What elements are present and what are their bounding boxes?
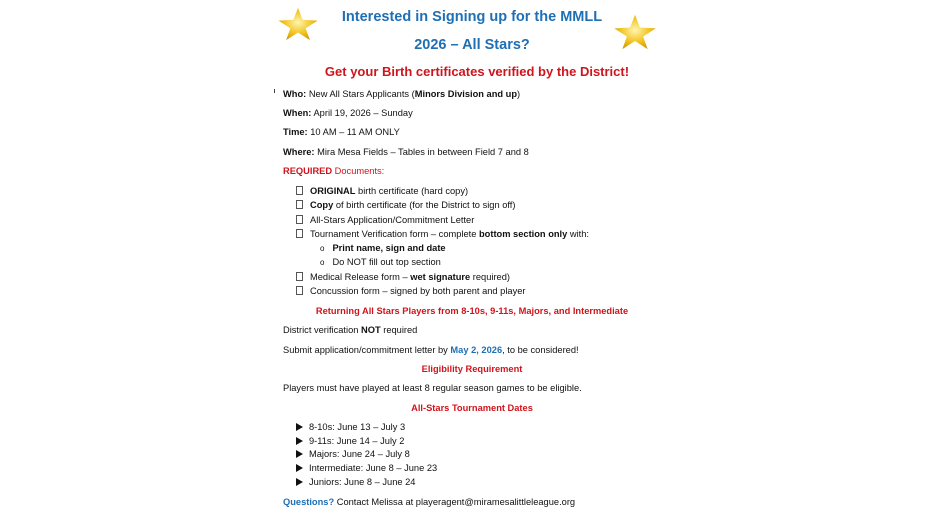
who-bold: Minors Division and up (414, 89, 518, 99)
sub-list-item (320, 257, 441, 267)
stray-mark (274, 89, 275, 93)
eligibility-heading: Eligibility Requirement (421, 364, 523, 374)
checkbox-icon (296, 200, 303, 209)
returning-line1 (283, 325, 417, 335)
item-text: birth certificate (hard copy) (355, 186, 469, 196)
page-title: Interested in Signing up for the MMLL (341, 9, 603, 25)
arrow-bullet-icon (296, 478, 303, 486)
checkbox-icon (296, 186, 303, 195)
required-heading (283, 166, 384, 176)
text-pre: District verification (283, 325, 362, 335)
where-label: Where: (283, 147, 315, 157)
text-post: required (380, 325, 418, 335)
list-item (296, 200, 515, 210)
list-item (296, 422, 405, 432)
list-item (296, 477, 415, 487)
item-text: with: (567, 229, 590, 239)
list-item (296, 272, 510, 282)
text-bold: NOT (361, 325, 381, 335)
checkbox-icon (296, 272, 303, 281)
when-label: When: (283, 108, 312, 118)
required-label-rest: Documents: (332, 166, 385, 176)
list-item (296, 229, 589, 239)
returning-heading: Returning All Stars Players from 8-10s, 9-11s, Majors, and Intermediate (315, 306, 629, 316)
item-text: required) (470, 272, 510, 282)
list-item (296, 436, 404, 446)
when-line (283, 108, 413, 118)
item-text: of birth certificate (for the District to sign off) (333, 200, 516, 210)
list-item (296, 463, 437, 473)
date-text: Majors: June 24 – July 8 (309, 449, 410, 459)
questions-label: Questions? (283, 497, 335, 507)
arrow-bullet-icon (296, 423, 303, 431)
date-text: Intermediate: June 8 – June 23 (309, 463, 438, 473)
arrow-bullet-icon (296, 437, 303, 445)
who-end: ) (517, 89, 521, 99)
deadline-date: May 2, 2026 (450, 345, 503, 355)
when-text: April 19, 2026 – Sunday (311, 108, 413, 118)
eligibility-text: Players must have played at least 8 regular season games to be eligible. (283, 383, 582, 393)
tournament-heading: All-Stars Tournament Dates (411, 403, 533, 413)
time-label: Time: (283, 127, 308, 137)
list-item (296, 449, 410, 459)
item-text: Concussion form – signed by both parent and player (310, 286, 526, 296)
item-text: All-Stars Application/Commitment Letter (310, 215, 475, 225)
returning-line2 (283, 345, 579, 355)
circle-bullet-icon: o (320, 258, 325, 267)
arrow-bullet-icon (296, 464, 303, 472)
circle-bullet-icon: o (320, 244, 325, 253)
item-bold: bottom section only (478, 229, 568, 239)
contact-line (283, 497, 575, 507)
item-bold: wet signature (410, 272, 471, 282)
contact-text: Contact Melissa at playeragent@miramesalittleleague.org (334, 497, 576, 507)
who-text: New All Stars Applicants ( (306, 89, 415, 99)
who-line (283, 89, 520, 99)
item-bold: ORIGINAL (310, 186, 356, 196)
list-item (296, 286, 526, 296)
list-item (296, 215, 474, 225)
item-pre: Tournament Verification form – complete (310, 229, 479, 239)
who-label: Who: (283, 89, 307, 99)
date-text: Juniors: June 8 – June 24 (309, 477, 416, 487)
headline: Get your Birth certificates verified by the District! (324, 64, 630, 79)
sub-item-text: Print name, sign and date (332, 243, 446, 253)
checkbox-icon (296, 286, 303, 295)
text-pre: Submit application/commitment letter by (283, 345, 451, 355)
page-subtitle: 2026 – All Stars? (414, 37, 530, 53)
checkbox-icon (296, 229, 303, 238)
text-post: , to be considered! (502, 345, 579, 355)
where-line (283, 147, 529, 157)
checkbox-icon (296, 215, 303, 224)
time-text: 10 AM – 11 AM ONLY (307, 127, 400, 137)
list-item (296, 186, 468, 196)
item-pre: Medical Release form – (310, 272, 411, 282)
time-line (283, 127, 400, 137)
where-text: Mira Mesa Fields – Tables in between Field 7 and 8 (314, 147, 529, 157)
sub-item-text: Do NOT fill out top section (332, 257, 441, 267)
date-text: 9-11s: June 14 – July 2 (309, 436, 405, 446)
arrow-bullet-icon (296, 450, 303, 458)
sub-list-item (320, 243, 446, 253)
date-text: 8-10s: June 13 – July 3 (309, 422, 406, 432)
required-label-bold: REQUIRED (283, 166, 333, 176)
item-bold: Copy (310, 200, 334, 210)
